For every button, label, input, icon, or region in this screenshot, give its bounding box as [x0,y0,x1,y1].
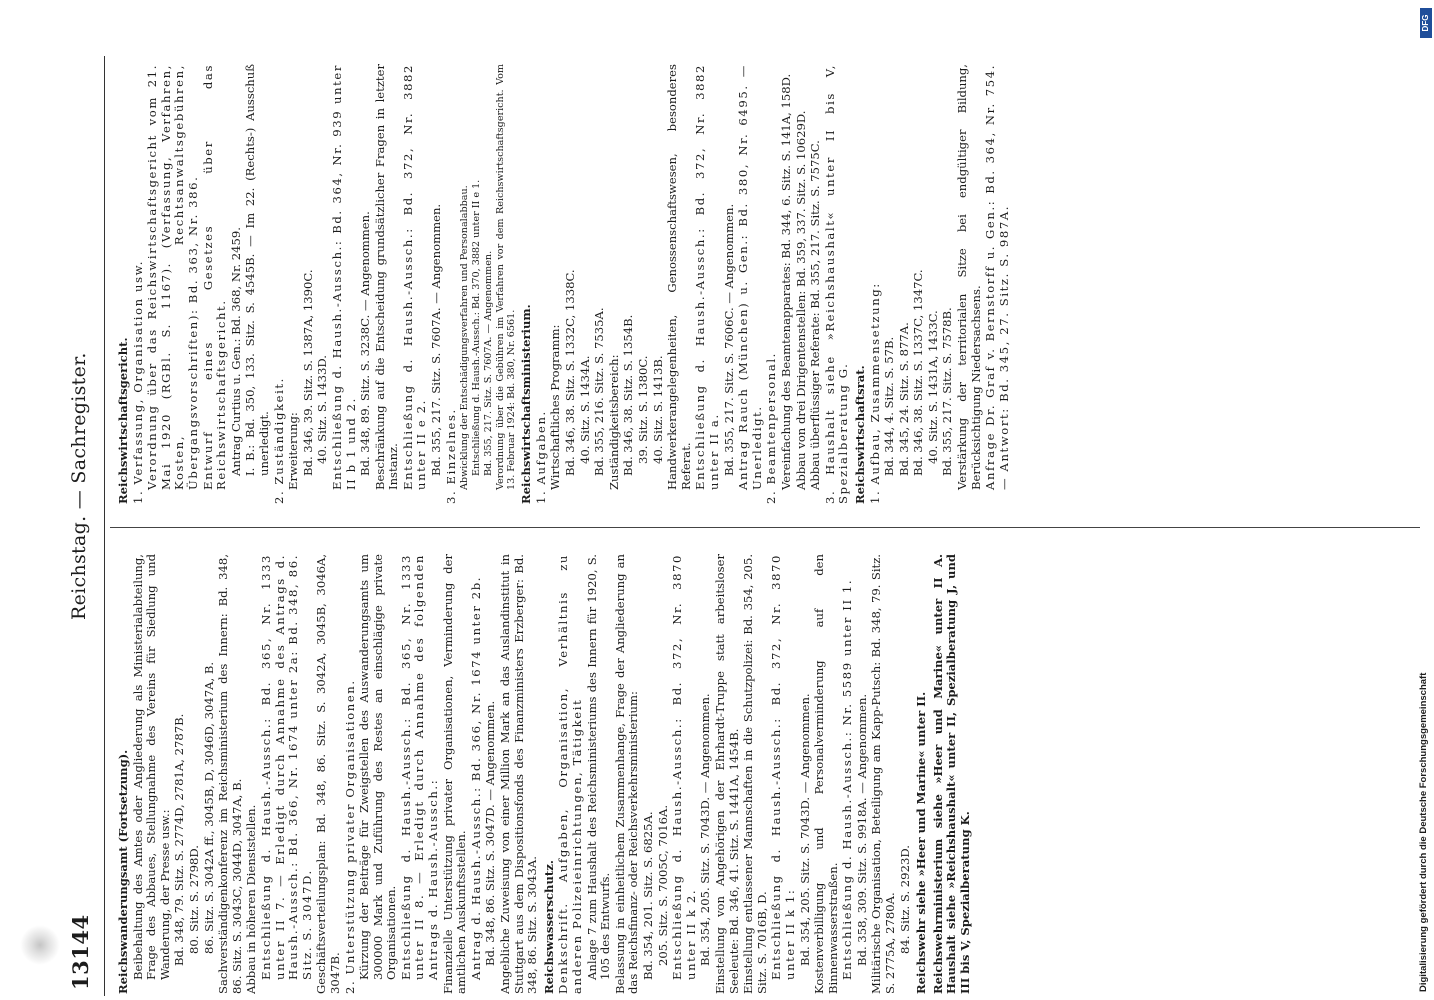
register-entry: Entschließung d. Haush.-Aussch.: Bd. 372, Nr. 3882 unter II e 2. [400,64,429,490]
register-entry: Antrag Rauch (München) u. Gen.: Bd. 380, Nr. 6495. — Unerledigt. [736,64,764,490]
register-entry: Kostenverbilligung und Personalverminderung auf den Binnenwasserstraßen. [812,554,840,994]
register-entry: Einstellung entlassener Mannschaften in die Schutzpolizei: Bd. 354, 205. Sitz. S. 7016B, D. [741,554,769,994]
register-entry: Anlage 7 zum Haushalt des Reichsministeriums des Innern für 1920, S. 105 des Entwurfs. [584,554,613,980]
register-entry: Bd. 344, 4. Sitz. S. 57B. [882,336,897,476]
register-entry: Kürzung der Beiträge für Zweigstellen des Auswanderungsamts um 300000 Mark und Zuführung des Restes an einschlägige private Organisationen. [357,554,399,980]
rotated-scan-content [48,50,1428,1000]
register-entry: 2. Unterstützung privater Organisationen. [342,679,357,994]
register-entry: Bd. 346, 39. Sitz. S. 1387A, 1390C. [300,269,315,476]
register-entry: Verordnung über die Gebühren im Verfahren vor dem Reichswirtschaftsgericht. Vom 13. Februar 1924: Bd. 380, Nr. 6561. [495,64,518,490]
register-entry: 86. Sitz. S. 3042A ff., 3045B, D, 3046D, 3047A, B. [201,661,216,954]
register-entry: 205. Sitz. S. 7005C, 7016A. [655,804,670,966]
page-number: 13144 [68,914,93,990]
register-entry: Bd. 355, 216. Sitz. S. 7535A. [592,307,607,476]
register-entry: Bd. 348, 89. Sitz. S. 3238C. — Angenommen. [358,211,373,476]
register-entry: 2. Beamtenpersonal. [764,352,779,504]
entry-heading: Reichswirtschaftsrat. [852,365,867,504]
register-entry: Finanzielle Unterstützung privater Organisationen, Verminderung der amtlichen Auskunftsstellen. [440,554,469,994]
register-entry: Abbau von drei Dirigentenstellen: Bd. 359, 337. Sitz. S. 10629D. [793,110,808,490]
register-entry: 1. Aufbau, Zusammensetzung: [867,282,882,504]
register-entry: 40. Sitz. S. 1413B. [650,355,665,464]
register-entry: 3. Einzelnes. [443,408,458,504]
register-entry: Entschließung d. Haush.-Aussch.: Bd. 365, Nr. 1333 unter II 8. — Erledigt durch Annahme des folgenden Antrags d. Haush.-Aussch.: [398,554,441,980]
register-entry: Bd. 346, 38. Sitz. S. 1337C, 1347C. [911,269,926,476]
register-entry: Einstellung von Angehörigen der Ehrhardt-Truppe statt arbeitsloser Seeleute: Bd. 346, 41. Sitz. S. 1441A, 1454B. [712,554,741,994]
register-entry: Entschließung d. Haush.-Aussch.: Nr. 5589 unter II 1. [840,578,855,980]
register-entry: Beibehaltung des Amtes oder Angliederung als Ministerialabteilung, Frage des Abbaues, Stellungnahme des Vereins für Siedlung und Wanderung, der Presse usw.: [130,554,172,980]
register-entry: Entschließung d. Haush.-Aussch.: Bd. 372, Nr. 3870 unter II k 1: [769,554,797,980]
register-entry: Bd. 345, 24. Sitz. S. 877A. [896,322,911,476]
register-entry: Sachverständigenkonferenz im Reichsministerium des Innern: Bd. 348, 86. Sitz. S. 3043C, 3044D, 3047A, B. [216,554,244,994]
register-entry: Geschäftsverteilungsplan: Bd. 348, 86. Sitz. S. 3042A, 3045B, 3046A, 3047B. [314,554,342,994]
register-entry: I. B.: Bd. 350, 133. Sitz. S. 4545B. — Im 22. (Rechts-) Ausschuß unerledigt. [243,64,271,476]
register-entry: Abbau überflüssiger Referate: Bd. 355, 217. Sitz. S. 7575C. [808,140,823,490]
header-rule [104,56,105,996]
register-entry: Entschließung d. Haush.-Aussch.: Bd. 365, Nr. 1333 unter II 7. — Erledigt durch Annahme des Antrags d. Haush.-Aussch.: Bd. 366, Nr. 1674 unter 2a: Bd. 348, 86. Sitz. S. 3047D. [258,554,314,980]
register-entry: Entwurf eines Gesetzes über das Reichswirtschaftsgericht. [200,64,229,490]
register-entry: Abwicklung der Entschädigungsverfahren und Personalabbau. [459,185,471,490]
register-entry: Belassung in einheitlichem Zusammenhange, Frage der Angliederung an das Reichsfinanz- oder Reichsverkehrsministerium: [612,554,641,994]
register-entry: Angebliche Zuweisung von einer Million Mark an das Auslandinstitut in Stuttgart aus dem Dispositionsfonds des Finanzministers Erzberger: Bd. 348, 86. Sitz. S. 3043A. [498,554,540,994]
register-entry: Vereinfachung des Beamtenapparates: Bd. 344, 6. Sitz. S. 141A, 158D. [778,73,793,490]
register-entry: Bd. 346, 38. Sitz. S. 1332C, 1338C. [563,269,578,476]
register-entry: Denkschrift. Aufgaben, Organisation, Verhältnis zu anderen Polizeieinrichtungen, Tätigkeit [556,554,584,994]
register-entry: Verordnung über das Reichswirtschaftsgericht vom 21. Mai 1920 (RGBl. S. 1167). (Verfassung, Verfahren, Kosten, Rechtsanwaltsgebühren, Übergangsvorschriften): Bd. 363, Nr. 386. [145,64,200,490]
register-entry: Bd. 355, 217. Sitz. S. 7578B. [940,307,955,476]
right-column [114,64,1414,504]
register-entry: 40. Sitz. S. 1433D. [315,355,330,464]
register-entry: Beschränkung auf die Entscheidung grundsätzlicher Fragen in letzter Instanz. [372,64,401,490]
register-entry: Bd. 348, 79. Sitz. S. 2774D, 2781A, 2787B. [172,713,187,966]
register-entry: Bd. 354, 205. Sitz. S. 7043D. — Angenommen. [797,693,812,966]
register-entry: Bd. 346, 38. Sitz. S. 1354B. [621,314,636,476]
entry-heading: Reichswehrministerium siehe »Heer und Marine« unter II A. Haushalt siehe »Reichshaushalt« unter II, Spezialberatung J, und III bis V, Spezialberatung K. [930,554,973,994]
register-entry: 80. Sitz. S. 2798D. [186,845,201,954]
register-entry: Bd. 358, 309. Sitz. S. 9918A. — Angenommen. [854,693,869,966]
register-entry: Bd. 348, 86. Sitz. S. 3047D. — Angenommen. [483,700,498,966]
register-entry: Entschließung d. Haush.-Aussch.: Bd. 364, Nr. 939 unter II b 1 und 2. [329,64,358,490]
register-entry: 40. Sitz. S. 1431A, 1433C. [925,310,940,464]
dfg-logo: DFG [1420,8,1432,38]
register-entry: 1. Aufgaben. [533,410,548,504]
register-entry: Entschließung d. Haush.-Aussch.: Bd. 370, 3882 unter II e 1. [471,179,483,476]
register-entry: Anfrage Dr. Graf v. Bernstorff u. Gen.: Bd. 364, Nr. 754. — Antwort: Bd. 345, 27. Sitz. S. 987A. [983,64,1011,490]
running-title: Reichstag. — Sachregister. [68,352,90,620]
register-entry: Bd. 355, 217. Sitz. S. 7607A. — Angenommen. [429,203,444,476]
register-entry: Antrag Curtius u. Gen.: Bd. 368, Nr. 2459. [228,227,243,476]
register-entry: 84. Sitz. S. 2923D. [897,845,912,954]
register-entry: Antrag d. Haush.-Aussch.: Bd. 366, Nr. 1674 unter 2b. [468,575,483,980]
register-entry: Abbau in höheren Dienststellen. [244,804,259,994]
entry-heading: Reichswehr siehe »Heer und Marine« unter II. [914,691,929,994]
scan-speck [20,925,60,965]
register-entry: Verstärkung der territorialen Sitze bei endgültiger Bildung, Berücksichtigung Niedersachsens. [955,64,983,490]
page-header [68,50,96,1000]
register-entry: Wirtschaftliches Programm: [548,324,563,490]
entry-heading: Reichswasserschutz. [541,860,556,994]
register-entry: Handwerkerangelegenheiten, Genossenschaftswesen, besonderes Referat. [665,64,693,490]
entry-heading: Reichswanderungsamt (Fortsetzung). [116,749,130,994]
register-entry: Militärische Organisation, Beteiligung am Kapp-Putsch: Bd. 348, 79. Sitz. S. 2775A, 2780A. [869,554,898,994]
register-entry: Bd. 355, 217. Sitz. S. 7607A. — Angenommen. [483,250,495,476]
entry-heading: Reichswirtschaftsgericht. [116,337,130,504]
register-entry: Bd. 354, 201. Sitz. S. 6825A. [640,811,655,980]
digitization-credit [1418,8,1432,992]
register-entry: Bd. 354, 205. Sitz. S. 7043D. — Angenommen. [698,693,713,966]
register-entry: 40. Sitz. S. 1434A. [577,355,592,464]
digitization-credit-text: Digitalisierung gefördert durch die Deutsche Forschungsgemeinschaft [1418,672,1429,992]
register-entry: Entschließung d. Haush.-Aussch.: Bd. 372, Nr. 3882 unter II a. [693,64,721,490]
register-entry: 2. Zuständigkeit. [271,377,286,504]
register-entry: Erweiterung: [286,412,301,490]
column-divider [110,527,1420,528]
register-entry: Entschließung d. Haush.-Aussch.: Bd. 372, Nr. 3870 unter II k 2. [670,554,698,980]
left-column [114,554,1414,994]
register-entry: Bd. 355, 217. Sitz. S. 7606C. — Angenommen. [721,203,736,476]
register-entry: 3. Haushalt siehe »Reichshaushalt« unter II bis V, Spezialberatung G. [822,64,851,504]
register-entry: 39. Sitz. S. 1380C. [636,355,650,464]
register-entry: 1. Verfassung, Organisation usw. [130,259,145,504]
register-entry: Zuständigkeitsbereich: [606,354,621,490]
entry-heading: Reichswirtschaftsministerium. [519,304,534,504]
